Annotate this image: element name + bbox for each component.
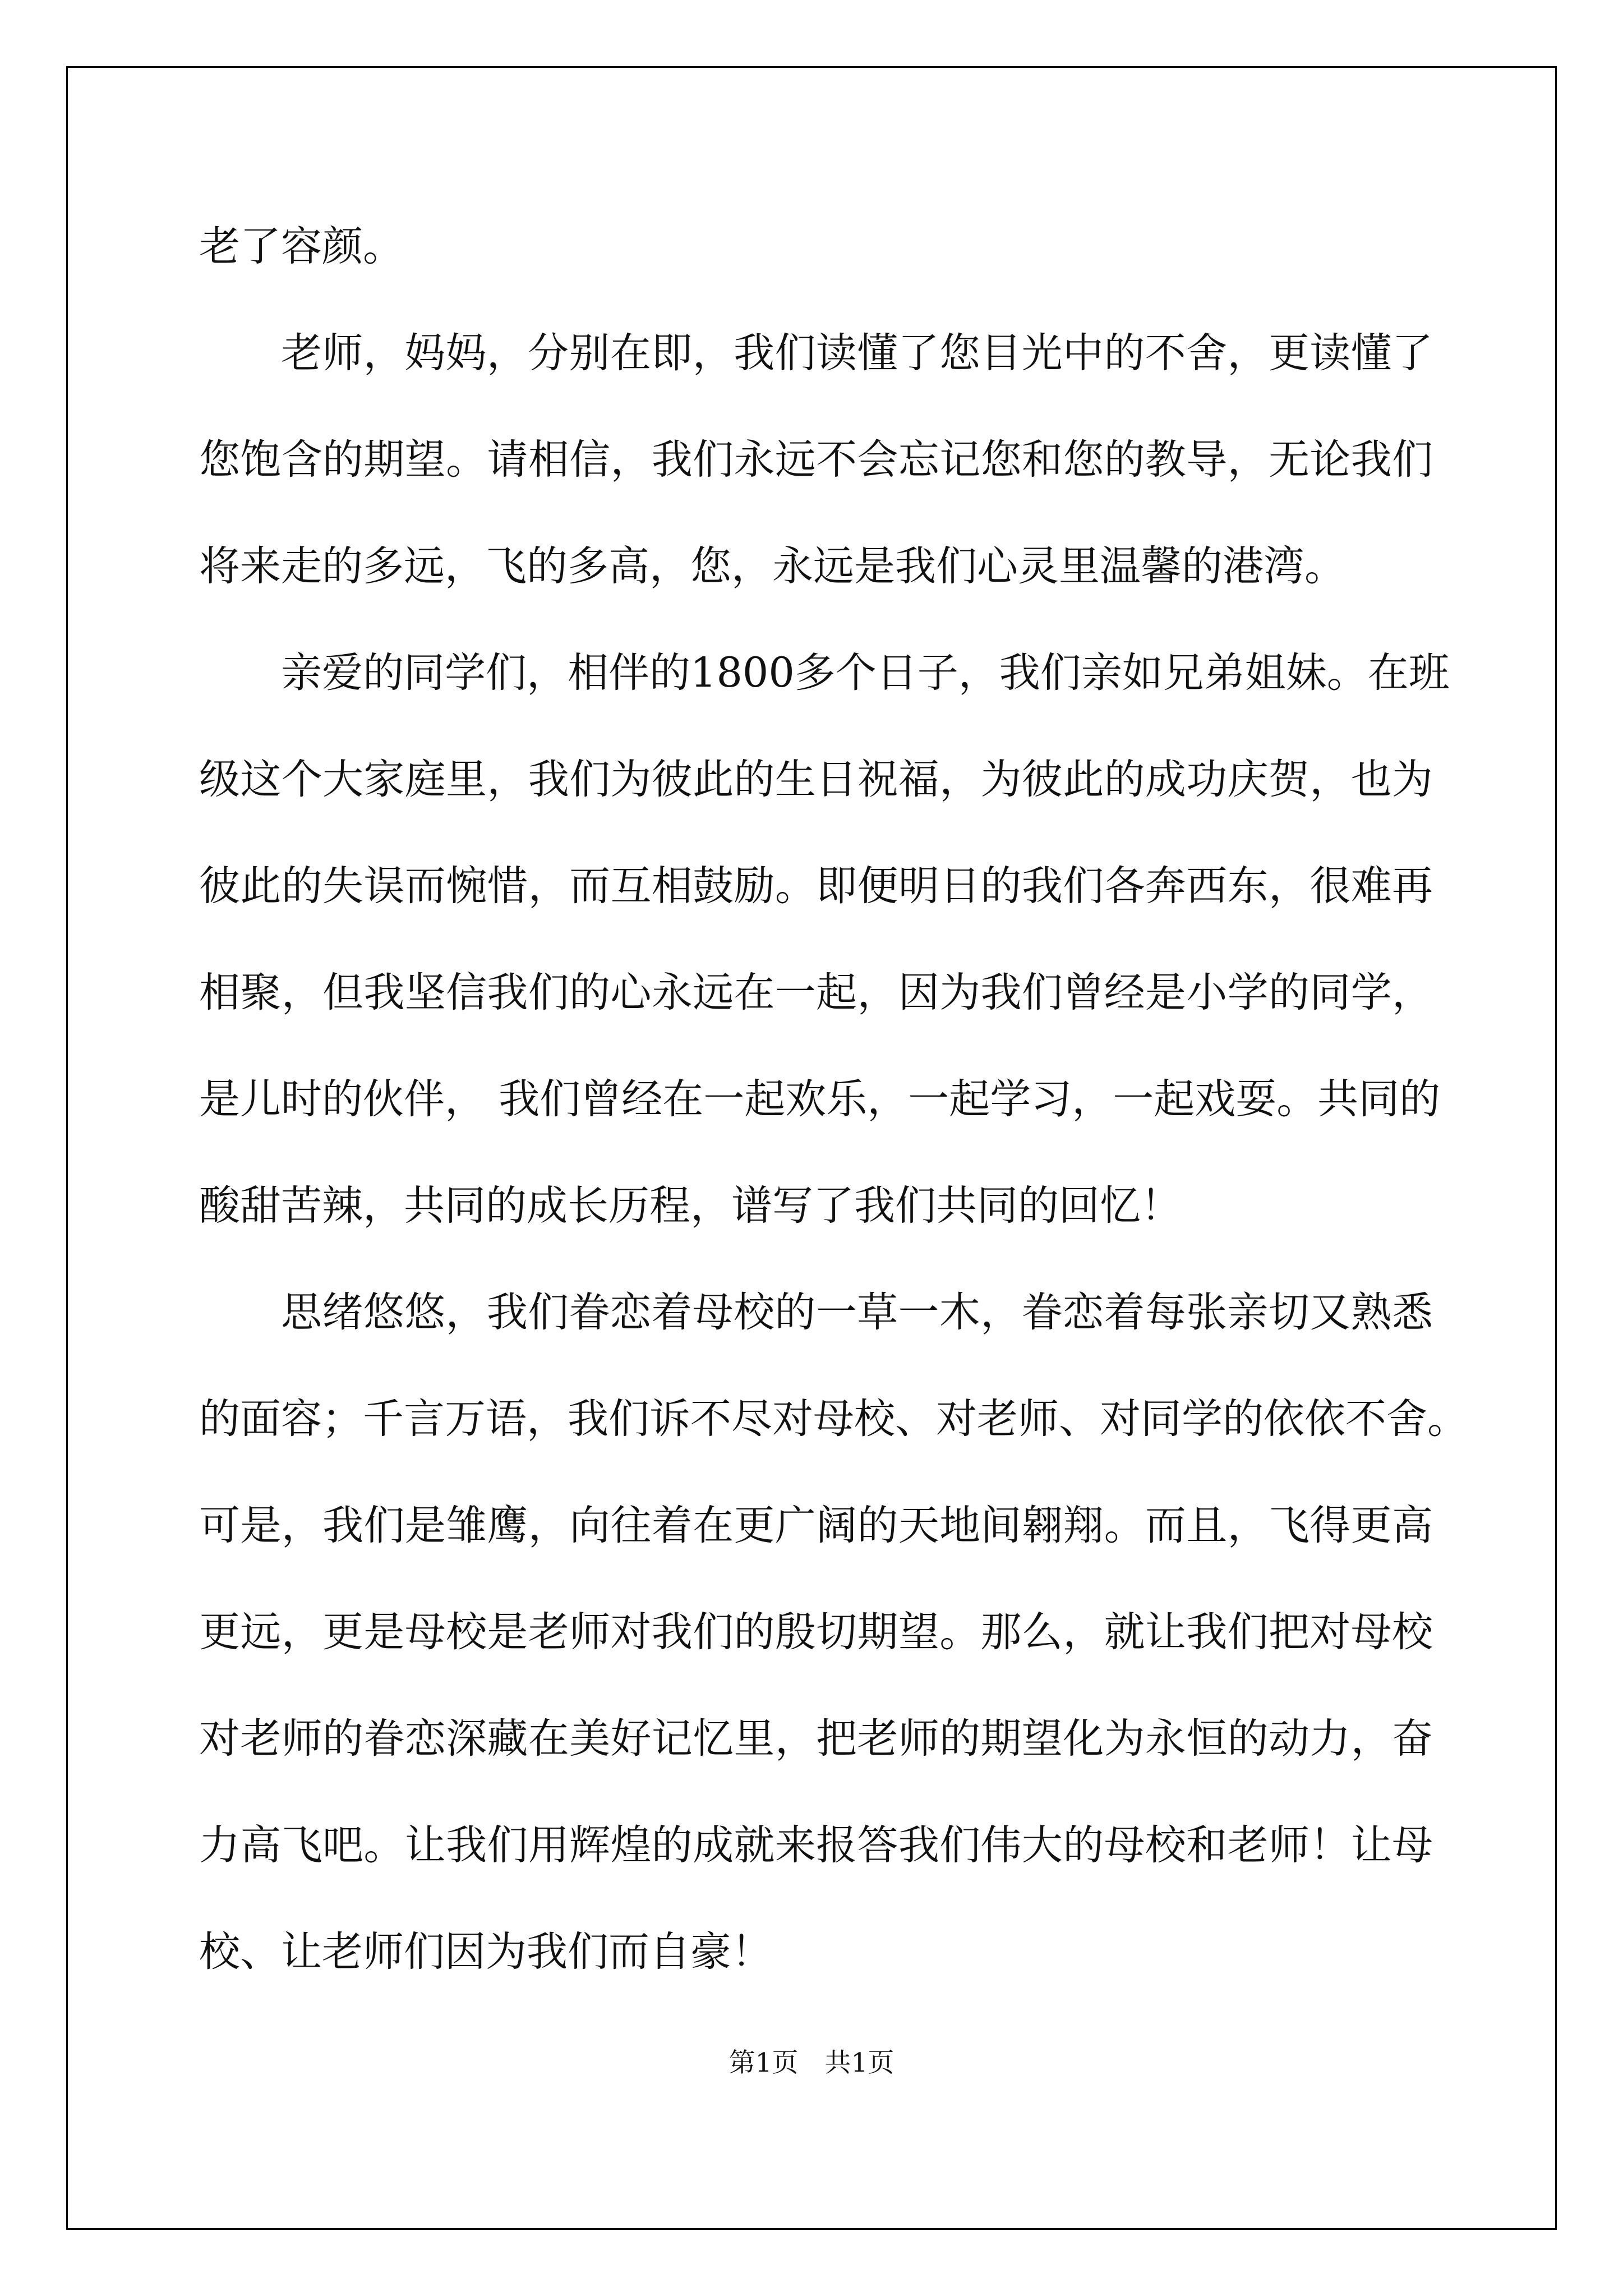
text-line: 力高飞吧。让我们用辉煌的成就来报答我们伟大的母校和老师！让母 xyxy=(199,1821,1433,1869)
text-line: 可是，我们是雏鹰，向往着在更广阔的天地间翱翔。而且，飞得更高 xyxy=(199,1502,1433,1549)
text-line: 彼此的失误而惋惜，而互相鼓励。即便明日的我们各奔西东，很难再 xyxy=(199,862,1433,910)
text-line: 校、让老师们因为我们而自豪！ xyxy=(199,1928,772,1976)
text-line: 级这个大家庭里，我们为彼此的生日祝福，为彼此的成功庆贺，也为 xyxy=(199,756,1433,803)
text-line: 思绪悠悠，我们眷恋着母校的一草一木，眷恋着每张亲切又熟悉 xyxy=(281,1289,1433,1336)
text-line: 老师，妈妈，分别在即，我们读懂了您目光中的不舍，更读懂了 xyxy=(281,329,1433,377)
text-line: 相聚，但我坚信我们的心永远在一起，因为我们曾经是小学的同学， xyxy=(199,969,1433,1016)
text-line: 老了容颜。 xyxy=(199,223,404,270)
text-line: 是儿时的伙伴， 我们曾经在一起欢乐，一起学习，一起戏耍。共同的 xyxy=(199,1075,1441,1123)
text-line: 的面容；千言万语，我们诉不尽对母校、对老师、对同学的依依不舍。 xyxy=(199,1395,1468,1443)
text-line: 将来走的多远，飞的多高，您，永远是我们心灵里温馨的港湾。 xyxy=(199,542,1345,590)
text-line: 对老师的眷恋深藏在美好记忆里，把老师的期望化为永恒的动力，奋 xyxy=(199,1715,1433,1763)
page-number: 第1页 共1页 xyxy=(728,2047,895,2078)
text-line: 亲爱的同学们，相伴的1800多个日子，我们亲如兄弟姐妹。在班 xyxy=(281,649,1450,697)
text-line: 酸甜苦辣，共同的成长历程，谱写了我们共同的回忆！ xyxy=(199,1182,1182,1230)
document-body xyxy=(199,194,1468,2005)
text-line: 您饱含的期望。请相信，我们永远不会忘记您和您的教导，无论我们 xyxy=(199,436,1433,484)
text-line: 更远，更是母校是老师对我们的殷切期望。那么，就让我们把对母校 xyxy=(199,1608,1433,1656)
